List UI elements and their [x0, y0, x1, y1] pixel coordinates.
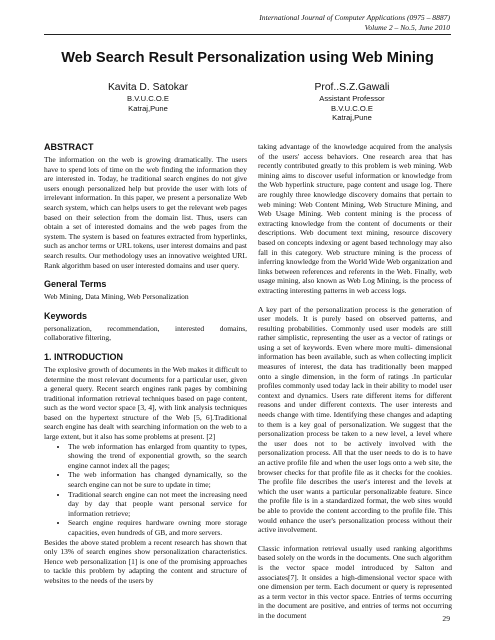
page-number: 29 — [442, 614, 450, 623]
author-name: Kavita D. Satokar — [107, 82, 189, 93]
list-item: • The web information has changed dynamically, so the search engine can not be sure to update in time; — [68, 470, 247, 489]
left-column — [44, 142, 247, 586]
body-paragraph: Classic information retrieval usually used ranking algorithms based solely on the words in the documents. One such algorithm is the vector space model introduced by Salton and associates[7]. It onsides a high-dimensional vector space with one dimension per term. Each document or query is represented as a term vector in this vector space. Entries of terms occurring in the document are positive, and entries of terms not occurring in the document — [258, 543, 452, 620]
author-block — [88, 82, 208, 113]
abstract-heading: ABSTRACT — [44, 142, 94, 152]
author-affiliation: B.V.U.C.O.E — [127, 94, 169, 103]
keywords-text: personalization, recommendation, interested domains, collaborative filtering, — [44, 323, 247, 343]
introduction-heading: 1. INTRODUCTION — [44, 351, 124, 362]
author-affiliation: B.V.U.C.O.E — [331, 103, 373, 113]
list-item: • Traditional search engine can not meet the increasing need day by day that people want personal service for information retrieve; — [68, 490, 247, 519]
abstract-text: The information on the web is growing dramatically. The users have to spend lots of time on the web finding the information they are interested in. Today, he traditional search engines do not give users enough personalized help but provide the user with lots of irrelevant information. In this paper, we present a personalize Web search system, which can helps users to get the relevant web pages based on their selection from the domain list. Thus, users can obtain a set of interested domains and the web pages from the system. The system is based on features extracted from hyperlinks, such as anchor terms or URL tokens, user interest domains and past search results. Our methodology uses an innovative weighted URL Rank algorithm based on user interested domains and user query. — [44, 155, 248, 270]
author-block — [292, 82, 412, 123]
header-rule — [44, 34, 451, 35]
author-name: Prof..S.Z.Gawali — [314, 82, 390, 93]
problem-list — [44, 442, 247, 538]
body-paragraph: taking advantage of the knowledge acquired from the analysis of the users' access behaviors. One research area that has recently contributed greatly to this problem is web mining. Web mining aims to discover useful information or knowledge from the Web hyperlink structure, page content and usage log. There are roughly three knowledge discovery domains that pertain to web mining: Web Content Mining, Web Structure Mining, and Web Usage Mining. Web content mining is the process of extracting knowledge from the content of documents or their descriptions. Web document text mining, resource discovery based on concepts indexing or agent based technology may also fall in this category. Web structure mining is the process of inferring knowledge from the World Wide Web organization and links between references and referents in the Web. Finally, web usage mining, also known as Web Log Mining, is the process of extracting interesting patterns in web access logs. — [258, 142, 452, 295]
body-paragraph: A key part of the personalization process is the generation of user models. It is purely based on observed patterns, and resulting probabilities. Commonly used user models are still rather simplistic, representing the user as a vector of ratings or using a set of keywords. Even where more multi- dimensional information has been available, such as when collecting implicit measures of interest, the data has traditionally been mapped onto a single dimension, in the form of ratings .In particular profiles commonly used today lack in their ability to model user context and dynamics. Users rate different items for different reasons and under different contexts. The user interests and needs change with time. Identifying these changes and adapting to them is a key goal of personalization. We suggest that the personalization process be taken to a new level, a level where the user does not to be actively involved with the personalization process. All that the user needs to do is to have an active profile file and when the user logs onto a web site, the browser checks for that profile file as it checks for the cookies. The profile file describes the user's interest and the levels at which the user wants a particular personalizable feature. Since the profile file is in a standardized format, the web sites would be able to provide the content according to the profile file. This would enhance the user's personalization process without their active involvement. — [258, 304, 452, 535]
list-item: • The web information has enlarged from quantity to types, showing the trend of exponential growth, so the search engine cannot index all the pages; — [68, 442, 247, 471]
list-item: • Search engine requires hardware owning more storage capacities, even hundreds of GB, and more servers. — [68, 518, 247, 537]
introduction-continued: Besides the above stated problem a recent research has shown that only 13% of search engines show personalization characteristics. Hence web personalization [1] is one of the promising approaches to tackle this problem by adapting the content and structure of websites to the needs of the users by — [44, 537, 247, 585]
general-terms-text: Web Mining, Data Mining, Web Personalization — [44, 292, 189, 302]
introduction-text: The explosive growth of documents in the Web makes it difficult to determine the most relevant documents for a particular user, given a general query. Recent search engines rank pages by combining traditional information retrieval techniques based on page content, such as the word vector space [3, 4], with link analysis techniques based on the hypertext structure of the Web [5, 6].Traditional search engine has dealt with searching information on the web to a large extent, but it also has some problems at present. [2] — [44, 364, 247, 442]
journal-header — [259, 13, 450, 32]
right-column — [258, 142, 452, 621]
keywords-heading: Keywords — [44, 310, 88, 321]
author-location: Katraj,Pune — [332, 113, 372, 123]
author-location: Katraj,Pune — [128, 103, 168, 113]
author-position: Assistant Professor — [319, 94, 385, 103]
journal-name: International Journal of Computer Applications (0975 – 8887) — [259, 13, 450, 22]
paper-title: Web Search Result Personalization using Web Mining — [61, 50, 434, 66]
general-terms-heading: General Terms — [44, 279, 107, 290]
journal-volume: Volume 2 – No.5, June 2010 — [364, 22, 450, 32]
